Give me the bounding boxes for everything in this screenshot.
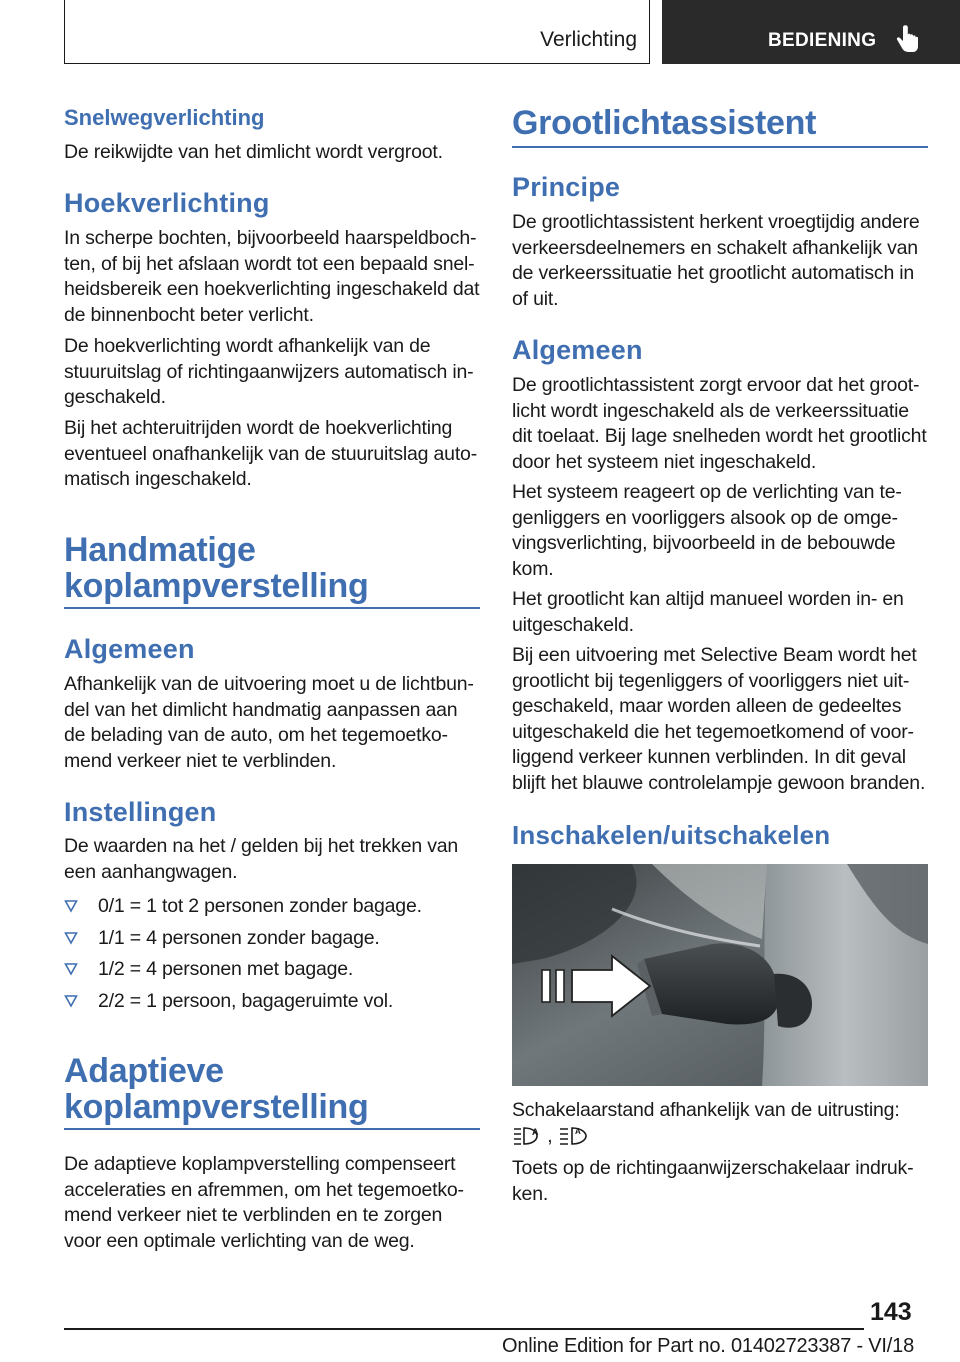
page-number: 143 <box>870 1298 912 1326</box>
list-item-text: 1/2 = 4 personen met bagage. <box>98 958 354 980</box>
inschakelen-heading: Inschakelen/uitschakelen <box>512 820 831 850</box>
header-section-title: Verlichting <box>540 28 637 51</box>
adaptief-heading-line-2: koplampverstelling <box>64 1088 369 1126</box>
svg-text:A: A <box>532 1127 539 1138</box>
adaptief-heading-line-1: Adaptieve <box>64 1052 224 1090</box>
stalk-illustration <box>512 864 928 1086</box>
grootlicht-heading: Grootlichtassistent <box>512 104 817 142</box>
list-item-text: 0/1 = 1 tot 2 personen zonder bagage. <box>98 895 422 917</box>
hoek-heading: Hoekverlichting <box>64 188 270 218</box>
algemeen-text-left: Afhankelijk van de uitvoering moet u de lichtbundel van het dimlicht handmatig aanpassen aan de belading van de auto, om het tegemoetkomend verkeer niet te verblinden. <box>64 673 474 772</box>
caption-instruction: Toets op de richtingaanwijzerschakelaar indrukken. <box>512 1157 914 1205</box>
algemeen-paragraph-1: De grootlichtassistent zorgt ervoor dat het grootlicht wordt ingeschakeld als de verkeerssituatie dit toelaat. Bij lage snelheden wordt het grootlicht door het systeem niet ingeschakeld. <box>512 374 927 473</box>
hoek-paragraph-2: De hoekverlichting wordt afhankelijk van de stuuruitslag of richtingaanwijzers automatisch ingeschakeld. <box>64 335 474 408</box>
footer-edition: Online Edition for Part no. 01402723387 - VI/18 <box>502 1335 914 1357</box>
adaptief-text: De adaptieve koplampverstelling compenseert acceleraties en afremmen, om het tegemoetkomend verkeer niet te verblinden en te zorgen voor een optimale verlichting van de weg. <box>64 1153 465 1252</box>
list-item <box>64 926 480 958</box>
principe-text: De grootlichtassistent herkent vroegtijdig andere verkeersdeelnemers en schakelt afhankelijk van de verkeerssituatie het grootlicht automatisch in of uit. <box>512 211 920 310</box>
handmatig-heading-line-2: koplampverstelling <box>64 567 369 605</box>
instellingen-list <box>64 894 480 1020</box>
high-beam-assistant-icon <box>558 1125 592 1147</box>
list-item <box>64 957 480 989</box>
caption-text: Schakelaarstand afhankelijk van de uitrusting: <box>512 1099 900 1121</box>
algemeen-heading-left: Algemeen <box>64 634 195 664</box>
snelweg-text: De reikwijdte van het dimlicht wordt vergroot. <box>64 141 443 163</box>
hand-pointer-icon <box>892 24 922 56</box>
svg-text:A: A <box>574 1127 581 1137</box>
triangle-bullet-icon <box>64 896 78 916</box>
triangle-bullet-icon <box>64 991 78 1011</box>
list-item <box>64 894 480 926</box>
footer-rule <box>64 1328 864 1330</box>
hoek-paragraph-1: In scherpe bochten, bijvoorbeeld haarspeldbochten, of bij het afslaan wordt tot een bepaald snelheidsbereik een hoekverlichting ingeschakeld dat de binnenbocht beter verlicht. <box>64 227 480 326</box>
algemeen-paragraph-3: Het grootlicht kan altijd manueel worden in- en uitgeschakeld. <box>512 588 904 636</box>
instellingen-text: De waarden na het / gelden bij het trekken van een aanhangwagen. <box>64 835 459 883</box>
caption-separator: , <box>547 1124 553 1147</box>
triangle-bullet-icon <box>64 928 78 948</box>
header-chapter-tab <box>662 0 960 64</box>
algemeen-heading-right: Algemeen <box>512 335 643 365</box>
section-rule <box>64 1128 480 1130</box>
algemeen-paragraph-2: Het systeem reageert op de verlichting van tegenliggers en voorliggers alsook op de omgevingsverlichting, bijvoorbeeld in de bebouwde kom. <box>512 481 902 580</box>
principe-heading: Principe <box>512 172 621 202</box>
list-item <box>64 989 480 1021</box>
high-beam-assistant-auto-icon <box>512 1125 542 1147</box>
photo-caption <box>512 1098 928 1149</box>
algemeen-paragraph-4: Bij een uitvoering met Selective Beam wordt het grootlicht bij tegenliggers of voorliggers niet uitgeschakeld, maar worden alleen de gedeeltes uitgeschakeld die het tegemoetkomend of voorliggend verkeer kunnen verblinden. In dit geval blijft het blauwe controlelampje gewoon branden. <box>512 644 926 794</box>
chapter-tab-label: BEDIENING <box>768 30 877 51</box>
handmatig-heading-line-1: Handmatige <box>64 531 256 569</box>
turn-signal-stalk-photo <box>512 864 928 1086</box>
section-rule <box>64 607 480 609</box>
list-item-text: 2/2 = 1 persoon, bagageruimte vol. <box>98 989 394 1012</box>
section-rule <box>512 146 928 148</box>
instellingen-heading: Instellingen <box>64 797 217 827</box>
header-section-box <box>64 0 650 64</box>
list-item-text: 1/1 = 4 personen zonder bagage. <box>98 926 380 949</box>
triangle-bullet-icon <box>64 959 78 979</box>
snelweg-heading: Snelwegverlichting <box>64 105 265 130</box>
hoek-paragraph-3: Bij het achteruitrijden wordt de hoekverlichting eventueel onafhankelijk van de stuuruitslag automatisch ingeschakeld. <box>64 417 478 490</box>
